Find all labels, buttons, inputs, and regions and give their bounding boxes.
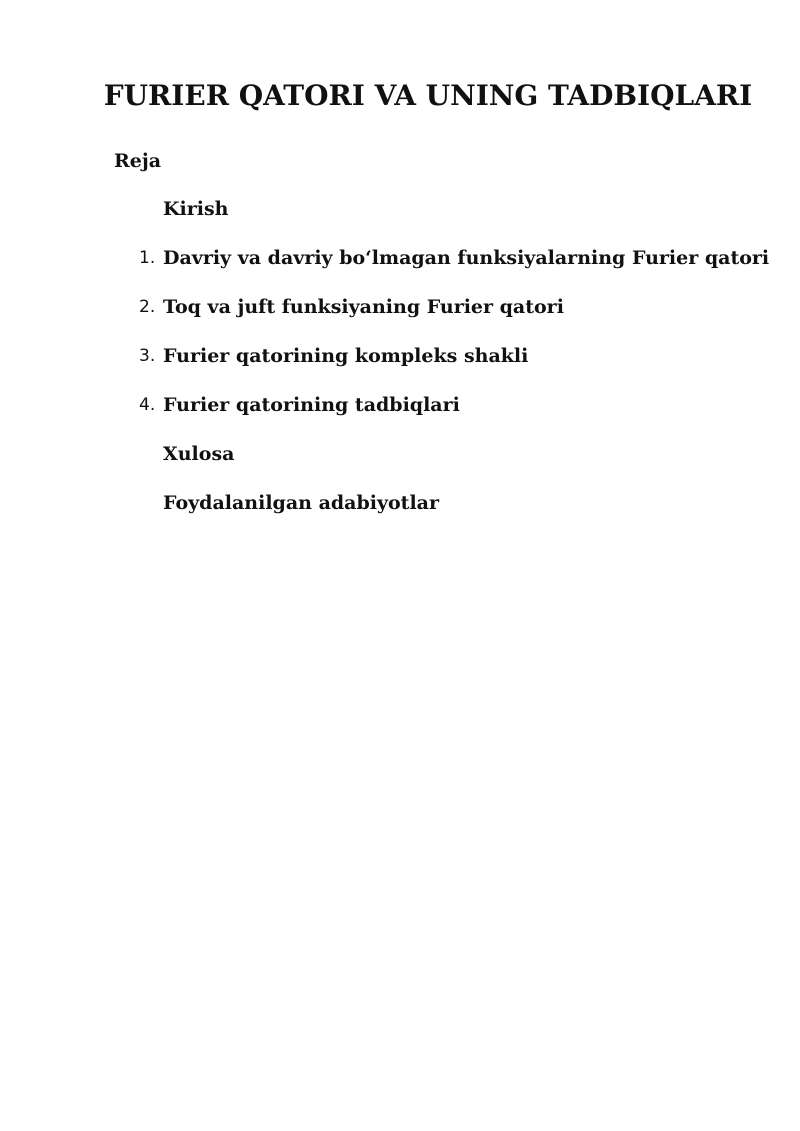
plan-item-number: 1. bbox=[139, 248, 156, 268]
document-title: FURIER QATORI VA UNING TADBIQLARI bbox=[103, 79, 753, 112]
plan-item-references bbox=[0, 490, 800, 539]
plan-item-text: Furier qatorining tadbiqlari bbox=[163, 394, 460, 416]
plan-item-number: 4. bbox=[139, 395, 156, 415]
plan-item-conclusion bbox=[0, 441, 800, 490]
plan-list bbox=[0, 196, 800, 539]
plan-item-1 bbox=[0, 245, 800, 294]
plan-item-text: Kirish bbox=[163, 198, 229, 220]
plan-item-text: Furier qatorining kompleks shakli bbox=[163, 345, 529, 367]
plan-item-text: Xulosa bbox=[163, 443, 235, 465]
plan-item-4 bbox=[0, 392, 800, 441]
plan-item-text: Toq va juft funksiyaning Furier qatori bbox=[163, 296, 564, 318]
plan-item-2 bbox=[0, 294, 800, 343]
plan-item-text: Foydalanilgan adabiyotlar bbox=[163, 492, 440, 514]
plan-item-introduction bbox=[0, 196, 800, 245]
plan-heading: Reja bbox=[114, 150, 162, 172]
plan-item-3 bbox=[0, 343, 800, 392]
plan-item-number: 2. bbox=[139, 297, 156, 317]
plan-item-number: 3. bbox=[139, 346, 156, 366]
plan-item-text: Davriy va davriy boʻlmagan funksiyalarning Furier qatori bbox=[163, 247, 770, 269]
